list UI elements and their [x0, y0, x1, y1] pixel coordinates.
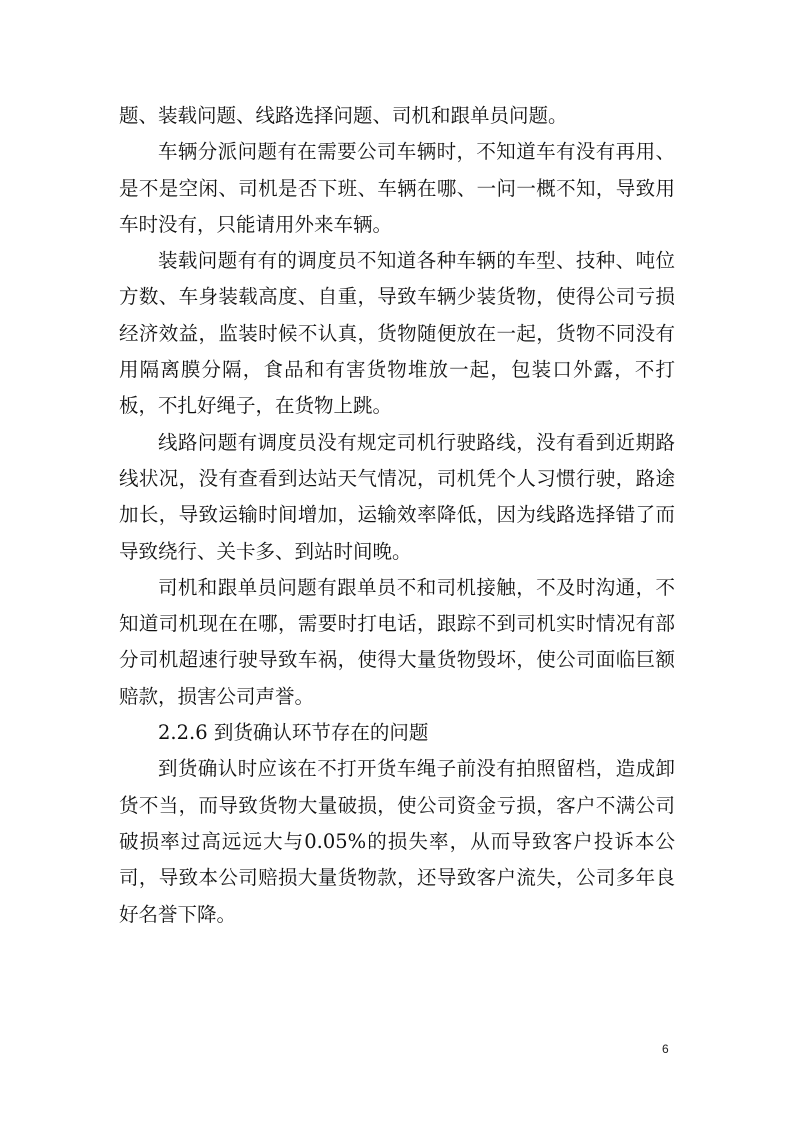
page-number: 6	[662, 1042, 669, 1056]
paragraph-driver-tracker: 司机和跟单员问题有跟单员不和司机接触，不及时沟通，不知道司机现在在哪，需要时打电话，跟踪不到司机实时情况有部分司机超速行驶导致车祸，使得大量货物毁坏，使公司面临巨额赔款，损害公司声誉。	[119, 575, 675, 708]
paragraph-vehicle-dispatch: 车辆分派问题有在需要公司车辆时，不知道车有没有再用、是不是空闲、司机是否下班、车辆在哪、一问一概不知，导致用车时没有，只能请用外来车辆。	[119, 140, 675, 236]
paragraph-loading: 装载问题有有的调度员不知道各种车辆的车型、技种、吨位方数、车身装载高度、自重，导致车辆少装货物，使得公司亏损经济效益，监装时候不认真，货物随便放在一起，货物不同没有用隔离膜分隔，食品和有害货物堆放一起，包装口外露，不打板，不扎好绳子，在货物上跳。	[119, 249, 675, 418]
paragraph-route: 线路问题有调度员没有规定司机行驶路线，没有看到近期路线状况，没有查看到达站天气情况，司机凭个人习惯行驶，路途加长，导致运输时间增加，运输效率降低，因为线路选择错了而导致绕行、关卡多、到站时间晚。	[119, 430, 675, 563]
body-text	[119, 98, 675, 933]
section-heading: 2.2.6 到货确认环节存在的问题	[158, 721, 429, 745]
paragraph-continuation: 题、装载问题、线路选择问题、司机和跟单员问题。	[119, 104, 568, 127]
paragraph-arrival-confirmation: 到货确认时应该在不打开货车绳子前没有拍照留档，造成卸货不当，而导致货物大量破损，使公司资金亏损，客户不满公司破损率过高远远大与0.05%的损失率，从而导致客户投诉本公司，导致本公司赔损大量货物款，还导致客户流失，公司多年良好名誉下降。	[119, 757, 675, 926]
